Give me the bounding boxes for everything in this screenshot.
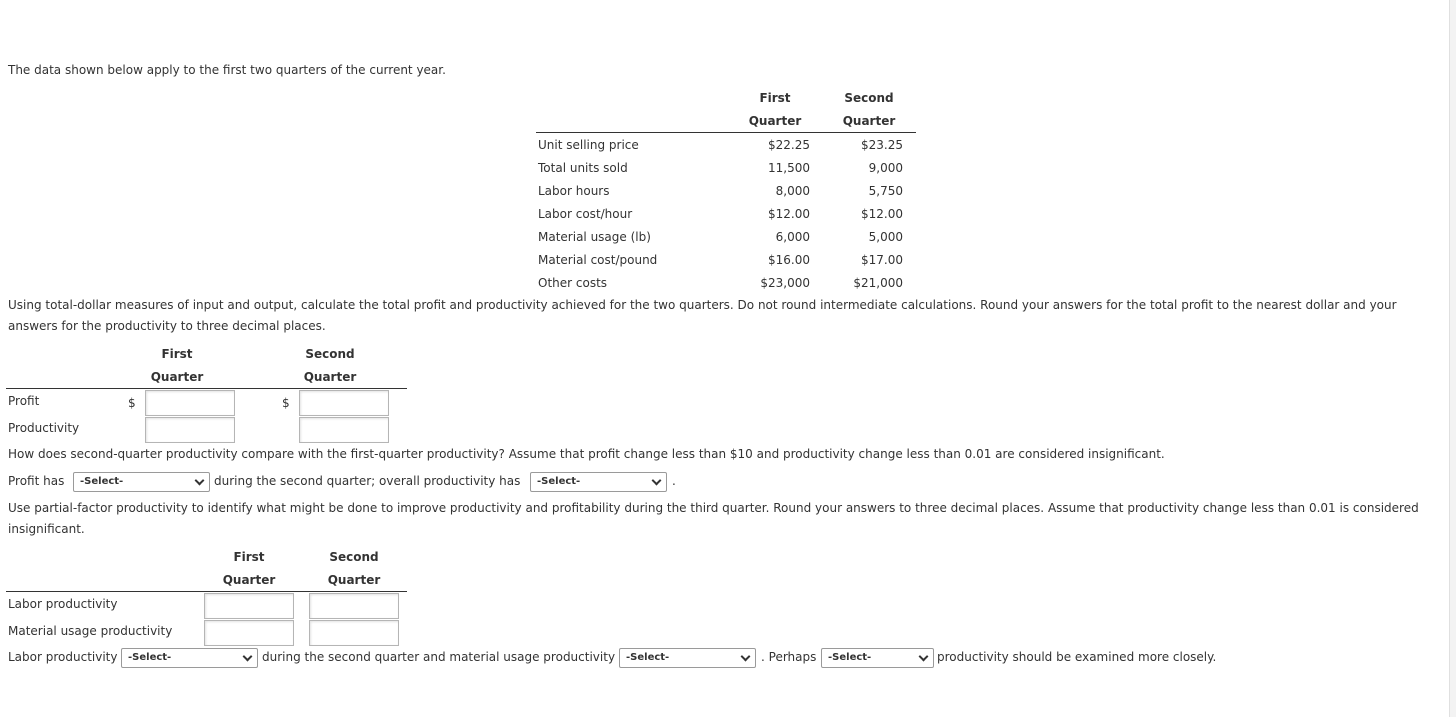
data-col1-header-line1: First	[759, 91, 791, 105]
labor-productivity-q2-input[interactable]	[309, 593, 399, 619]
profit-has-label: Profit has	[8, 474, 65, 488]
chevron-down-icon	[919, 652, 929, 662]
labor-productivity-q1-input[interactable]	[204, 593, 294, 619]
data-col2-header-line2: Quarter	[842, 114, 896, 128]
chevron-down-icon	[243, 652, 253, 662]
data-row-q2: 9,000	[868, 161, 903, 175]
productivity-q2-input[interactable]	[299, 417, 389, 443]
data-col1-header-line2: Quarter	[748, 114, 802, 128]
data-row-label: Material cost/pound	[538, 253, 658, 267]
profit-q2-currency: $	[282, 396, 290, 410]
material-productivity-q2-input[interactable]	[309, 620, 399, 646]
answer1-col1-header-line2: Quarter	[150, 370, 204, 384]
overall-productivity-label: during the second quarter; overall productivity has	[214, 474, 521, 488]
productivity-change-select[interactable]	[530, 472, 667, 492]
data-table-header-rule	[536, 132, 916, 133]
profit-change-select[interactable]	[73, 472, 210, 492]
profit-q1-input[interactable]	[145, 390, 235, 416]
answer1-header-rule	[6, 388, 407, 389]
data-row-label: Labor hours	[538, 184, 610, 198]
instructions-profit-productivity-line1: Using total-dollar measures of input and output, calculate the total profit and productivity achieved for the two quarters. Do not round intermediate calculations. Round your answers for the total profit to the nearest dollar and your	[8, 298, 1397, 312]
productivity-change-select-value: -Select-	[537, 476, 581, 487]
data-row-label: Labor cost/hour	[538, 207, 633, 221]
instructions-profit-productivity-line2: answers for the productivity to three decimal places.	[8, 319, 326, 333]
data-row-q2: 5,750	[868, 184, 903, 198]
data-row-q2: $17.00	[861, 253, 903, 267]
material-productivity-change-select-value: -Select-	[626, 652, 670, 663]
data-row-q1: $12.00	[768, 207, 810, 221]
data-row-q2: 5,000	[868, 230, 903, 244]
profit-q1-currency: $	[128, 396, 136, 410]
comparison-question: How does second-quarter productivity compare with the first-quarter productivity? Assume that profit change less than $10 and productivity change less than 0.01 are considered insignificant.	[8, 447, 1165, 461]
labor-productivity-change-select-value: -Select-	[128, 652, 172, 663]
page-scrollbar[interactable]	[1449, 0, 1456, 717]
answer2-col2-header-line2: Quarter	[327, 573, 381, 587]
answer2-col2-header-line1: Second	[329, 550, 379, 564]
data-row-q2: $21,000	[853, 276, 903, 290]
material-productivity-q1-input[interactable]	[204, 620, 294, 646]
productivity-q1-input[interactable]	[145, 417, 235, 443]
data-row-q1: $23,000	[760, 276, 810, 290]
profit-change-select-value: -Select-	[80, 476, 124, 487]
data-row-q1: $22.25	[768, 138, 810, 152]
answer2-col1-header-line2: Quarter	[222, 573, 276, 587]
data-row-label: Unit selling price	[538, 138, 639, 152]
perhaps-label: . Perhaps	[761, 650, 817, 664]
data-row-q2: $12.00	[861, 207, 903, 221]
instructions-partial-factor-line1: Use partial-factor productivity to identify what might be done to improve productivity and profitability during the third quarter. Round your answers to three decimal places. Assume that productivity change less than 0.01 is considered	[8, 501, 1419, 515]
data-row-q1: $16.00	[768, 253, 810, 267]
answer1-col1-header-line1: First	[161, 347, 193, 361]
data-row-q1: 11,500	[768, 161, 810, 175]
material-productivity-change-select[interactable]	[619, 648, 756, 668]
answer2-col1-header-line1: First	[233, 550, 265, 564]
examine-closely-label: productivity should be examined more closely.	[937, 650, 1217, 664]
data-row-q1: 8,000	[775, 184, 810, 198]
data-row-q2: $23.25	[861, 138, 903, 152]
chevron-down-icon	[652, 476, 662, 486]
data-row-label: Total units sold	[538, 161, 628, 175]
instructions-partial-factor-line2: insignificant.	[8, 522, 85, 536]
labor-productivity-change-select[interactable]	[121, 648, 258, 668]
data-row-q1: 6,000	[775, 230, 810, 244]
chevron-down-icon	[741, 652, 751, 662]
productivity-row-label: Productivity	[8, 421, 80, 435]
labor-productivity-row-label: Labor productivity	[8, 597, 118, 611]
data-row-label: Material usage (lb)	[538, 230, 651, 244]
material-productivity-row-label: Material usage productivity	[8, 624, 173, 638]
answer1-col2-header-line2: Quarter	[303, 370, 357, 384]
answer2-header-rule	[6, 591, 407, 592]
material-usage-sentence-label: during the second quarter and material usage productivity	[262, 650, 616, 664]
answer1-col2-header-line1: Second	[305, 347, 355, 361]
profit-row-label: Profit	[8, 394, 40, 408]
intro-text: The data shown below apply to the first two quarters of the current year.	[8, 63, 446, 77]
examine-productivity-select-value: -Select-	[828, 652, 872, 663]
profit-q2-input[interactable]	[299, 390, 389, 416]
data-row-label: Other costs	[538, 276, 608, 290]
data-col2-header-line1: Second	[844, 91, 894, 105]
labor-productivity-sentence-label: Labor productivity	[8, 650, 118, 664]
sentence2-period: .	[672, 474, 676, 488]
examine-productivity-select[interactable]	[821, 648, 934, 668]
chevron-down-icon	[195, 476, 205, 486]
